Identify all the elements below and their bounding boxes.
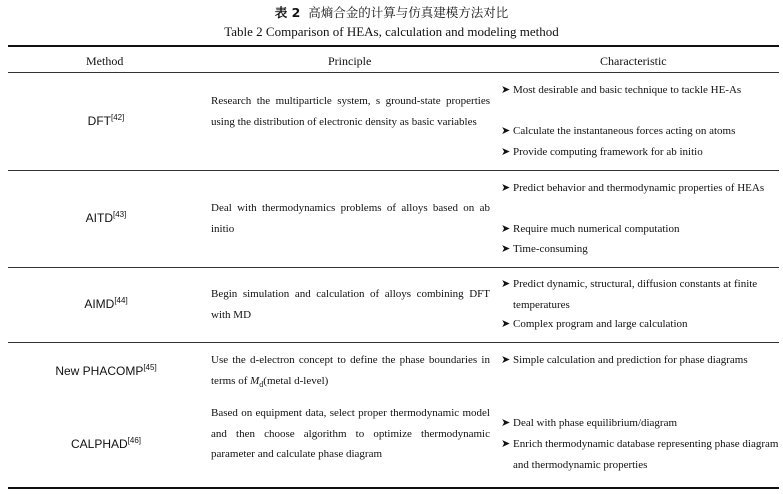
header-method: Method [86, 54, 124, 68]
characteristic-item: ➤ Time-consuming [501, 239, 783, 260]
principle-cell: Begin simulation and calculation of alloys combining DFT with MD [211, 288, 490, 321]
characteristic-item: ➤ Predict dynamic, structural, diffusion constants at finite temperatures [501, 274, 783, 315]
characteristic-item: ➤ Predict behavior and thermodynamic properties of HEAs [501, 178, 783, 199]
table-label-chinese: 表 2 [274, 5, 301, 20]
principle-cell: Research the multiparticle system, s ground-state properties using the distribution of electronic density as basic variables [211, 95, 490, 128]
method-cell [8, 436, 204, 451]
method-cell [8, 296, 204, 311]
header-characteristic: Characteristic [600, 54, 667, 68]
right-arrowhead-icon: ➤ [501, 318, 511, 330]
table-caption-english: Table 2 Comparison of HEAs, calculation and modeling method [224, 24, 559, 39]
method-name: DFT [87, 114, 111, 128]
reference-citation: [45] [143, 363, 157, 372]
reference-citation: [43] [113, 210, 127, 219]
metal-d-level-symbol: M [250, 374, 260, 387]
principle-cell: Deal with thermodynamics problems of alloys based on ab initio [211, 202, 490, 235]
right-arrowhead-icon: ➤ [501, 223, 511, 235]
method-name: CALPHAD [70, 437, 128, 451]
right-arrowhead-icon: ➤ [501, 146, 511, 158]
right-arrowhead-icon: ➤ [501, 278, 511, 290]
bottom-rule [8, 487, 779, 489]
characteristic-item: ➤ Require much numerical computation [501, 219, 783, 240]
right-arrowhead-icon: ➤ [501, 438, 511, 450]
right-arrowhead-icon: ➤ [501, 182, 511, 194]
right-arrowhead-icon: ➤ [501, 125, 511, 137]
method-name: AIMD [84, 297, 115, 311]
right-arrowhead-icon: ➤ [501, 84, 511, 96]
method-name: AITD [85, 211, 113, 225]
characteristic-item: ➤ Complex program and large calculation [501, 314, 783, 335]
characteristic-item: ➤ Deal with phase equilibrium/diagram [501, 413, 783, 434]
characteristic-item: ➤ Most desirable and basic technique to tackle HE-As [501, 80, 783, 101]
right-arrowhead-icon: ➤ [501, 354, 511, 366]
reference-citation: [44] [114, 296, 128, 305]
row-rule [8, 267, 779, 268]
method-cell [8, 113, 204, 128]
principle-cell: Based on equipment data, select proper thermodynamic model and then choose algorithm to optimize thermodynamic parameter and calculate phase diagram [211, 407, 490, 460]
characteristic-item: ➤ Provide computing framework for ab initio [501, 142, 783, 163]
method-cell [8, 210, 204, 225]
characteristic-item: ➤ Simple calculation and prediction for phase diagrams [501, 350, 783, 371]
table-title-chinese: 高熵合金的计算与仿真建模方法对比 [308, 5, 509, 20]
row-rule [8, 170, 779, 171]
characteristic-item: ➤ Calculate the instantaneous forces acting on atoms [501, 121, 783, 142]
reference-citation: [42] [110, 113, 125, 122]
method-cell [8, 363, 204, 378]
top-rule [8, 45, 779, 47]
table-caption-chinese [0, 3, 783, 21]
right-arrowhead-icon: ➤ [501, 417, 511, 429]
header-rule [8, 72, 779, 73]
method-name: New PHACOMP [55, 364, 144, 378]
header-principle: Principle [328, 54, 372, 68]
principle-cell: Use the d-electron concept to define the phase boundaries in terms of $M_d(metal$ d-level) [211, 354, 490, 389]
right-arrowhead-icon: ➤ [501, 243, 511, 255]
characteristic-item: ➤ Enrich thermodynamic database representing phase diagram and thermodynamic properties [501, 434, 783, 475]
row-rule [8, 342, 779, 343]
reference-citation: [46] [127, 436, 142, 445]
